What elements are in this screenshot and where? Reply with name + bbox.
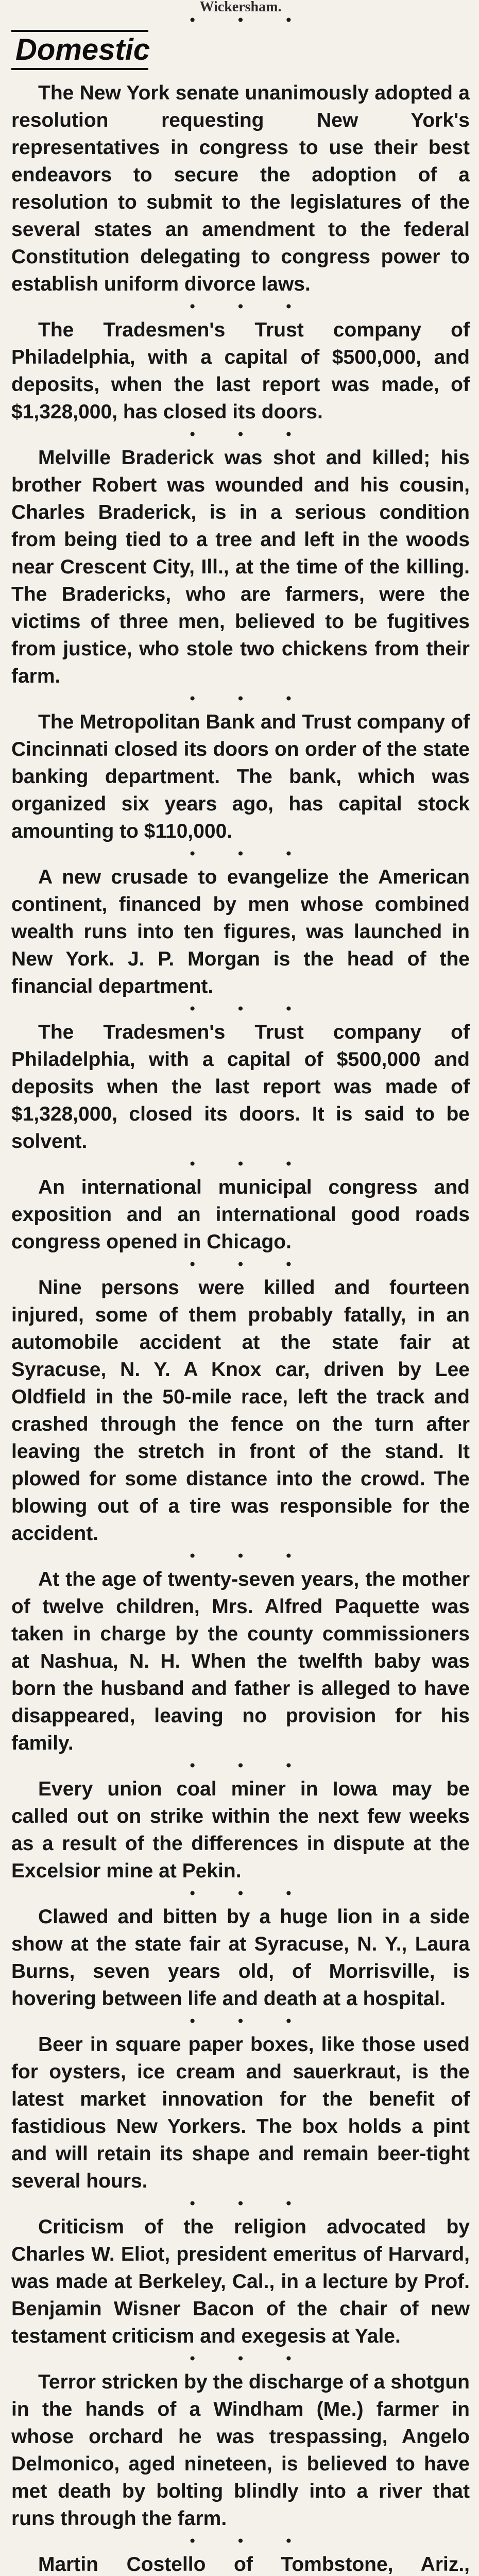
divider: • • •	[188, 426, 311, 443]
news-item: The Tradesmen's Trust company of Philadelphia, with a capital of $500,000 and deposits when the last report was made of $1,328,000, closed its doors. It is said to be solvent.	[11, 1021, 470, 1153]
divider: • • •	[188, 690, 311, 707]
divider: • • •	[188, 1256, 311, 1273]
divider: • • •	[188, 298, 311, 315]
news-item: At the age of twenty-seven years, the mother of twelve children, Mrs. Alfred Paquette was taken in charge by the county commissioners at Nashua, N. H. When the twelfth baby was born the husband and father is alleged to have disappeared, leaving no provision for his family.	[11, 1568, 470, 1754]
news-column	[11, 0, 470, 2576]
news-item: A new crusade to evangelize the American continent, financed by men whose combined wealth runs into ten figures, was launched in New York. J. P. Morgan is the head of the financial department.	[11, 866, 470, 997]
news-item: Clawed and bitten by a huge lion in a side show at the state fair at Syracuse, N. Y., Laura Burns, seven years old, of Morrisville, is hovering between life and death at a hospital.	[11, 1906, 470, 2010]
divider: • • •	[188, 1885, 311, 1902]
previous-article-fragment: Wickersham.	[199, 0, 282, 11]
divider: • • •	[188, 2533, 311, 2550]
divider: • • •	[188, 845, 311, 862]
news-item: The New York senate unanimously adopted a resolution requesting New York's representatives in congress to use their best endeavors to secure the adoption of a resolution to submit to the legislatures of the several states an amendment to the federal Constitution delegating to congress power to establish uniform divorce laws.	[11, 82, 470, 295]
news-item: Criticism of the religion advocated by Charles W. Eliot, president emeritus of Harvard, was made at Berkeley, Cal., in a lecture by Prof. Benjamin Wisner Bacon of the chair of new testament criticism and exegesis at Yale.	[11, 2216, 470, 2347]
divider: • • •	[188, 2195, 311, 2212]
divider: • • •	[188, 1001, 311, 1018]
section-title: Domestic	[11, 30, 148, 70]
news-item: Melville Braderick was shot and killed; his brother Robert was wounded and his cousin, Charles Braderick, is in a serious condition from being tied to a tree and left in the woods near Crescent City, Ill., at the time of the killing. The Bradericks, who are farmers, were the victims of three men, believed to be fugitives from justice, who stole two chickens from their farm.	[11, 447, 470, 687]
news-item: An international municipal congress and exposition and an international good roads congress opened in Chicago.	[11, 1176, 470, 1253]
divider: • • •	[188, 1757, 311, 1774]
divider: • • •	[188, 2013, 311, 2030]
news-item: Martin Costello of Tombstone, Ariz.,	[38, 2553, 470, 2575]
divider: • • •	[188, 1156, 311, 1173]
news-item: Terror stricken by the discharge of a shotgun in the hands of a Windham (Me.) farmer in whose orchard he was trespassing, Angelo Delmonico, aged nineteen, is believed to have met death by bolting blindly into a river that runs through the farm.	[11, 2371, 470, 2530]
news-item: Every union coal miner in Iowa may be called out on strike within the next few weeks as a result of the differences in dispute at the Excelsior mine at Pekin.	[11, 1778, 470, 1882]
news-item: Nine persons were killed and fourteen injured, some of them probably fatally, in an automobile accident at the state fair at Syracuse, N. Y. A Knox car, driven by Lee Oldfield in the 50-mile race, left the track and crashed through the fence on the turn after leaving the stretch in front of the stand. It plowed for some distance into the crowd. The blowing out of a tire was responsible for the accident.	[11, 1277, 470, 1545]
news-item: The Tradesmen's Trust company of Philadelphia, with a capital of $500,000, and deposits, when the last report was made, of $1,328,000, has closed its doors.	[11, 319, 470, 423]
divider: • • •	[188, 12, 311, 29]
divider: • • •	[188, 2350, 311, 2367]
news-item: Beer in square paper boxes, like those used for oysters, ice cream and sauerkraut, is the latest market innovation for the benefit of fastidious New Yorkers. The box holds a pint and will retain its shape and remain beer-tight several hours.	[11, 2033, 470, 2192]
news-item: The Metropolitan Bank and Trust company of Cincinnati closed its doors on order of the state banking department. The bank, which was organized six years ago, has capital stock amounting to $110,000.	[11, 711, 470, 842]
divider: • • •	[188, 1548, 311, 1565]
